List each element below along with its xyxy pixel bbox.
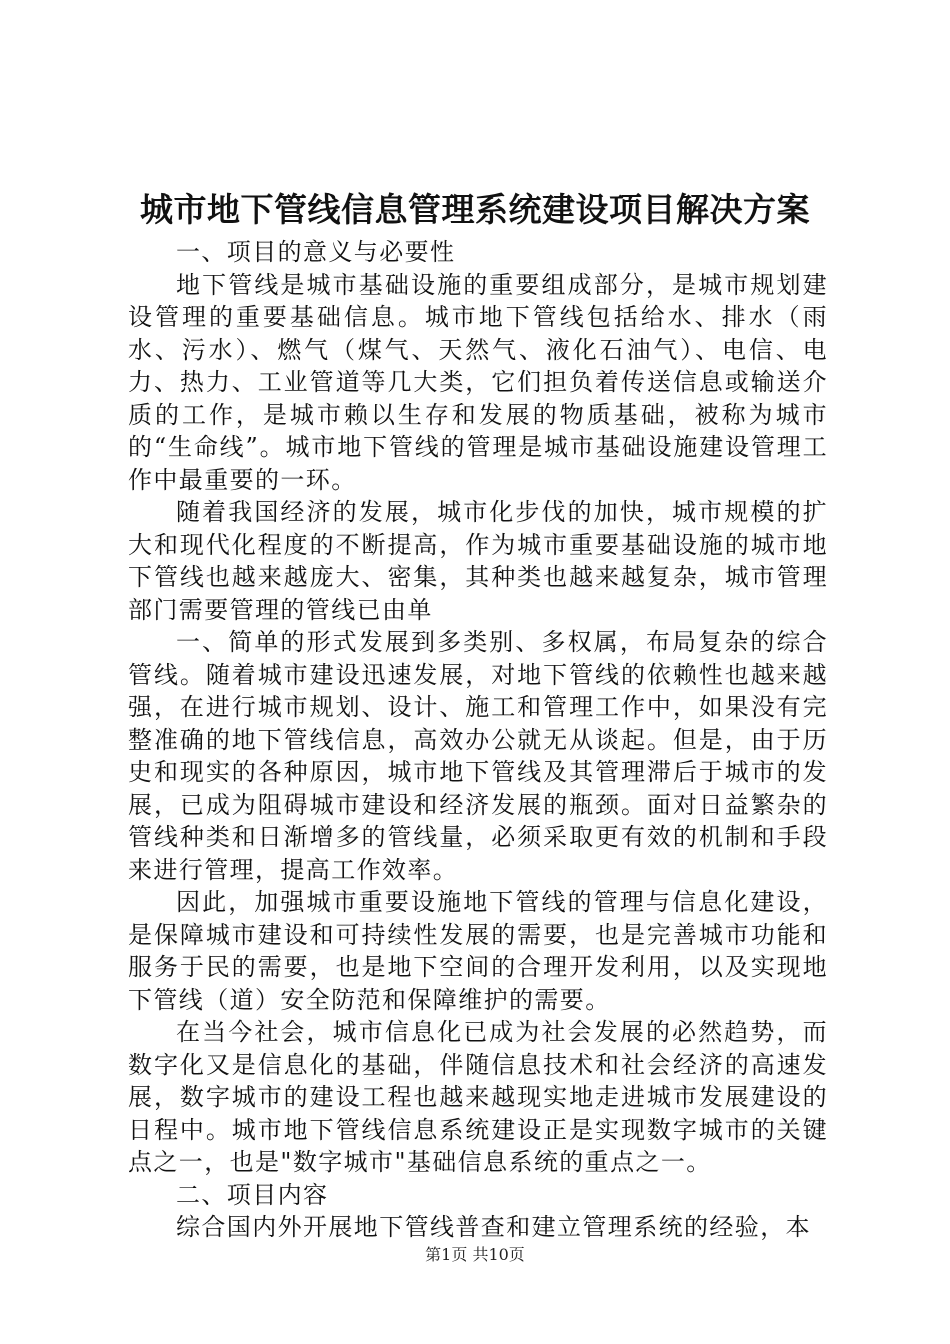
paragraph-informatization-need: 因此，加强城市重要设施地下管线的管理与信息化建设，是保障城市建设和可持续性发展的需要，也是完善城市功能和服务于民的需要，也是地下空间的合理开发利用，以及实现地下管线（道）安全防范和保障维护的需要。	[128, 888, 828, 1014]
document-body	[128, 236, 828, 1244]
paragraph-pipeline-definition: 地下管线是城市基础设施的重要组成部分，是城市规划建设管理的重要基础信息。城市地下管线包括给水、排水（雨水、污水）、燃气（煤气、天然气、液化石油气）、电信、电力、热力、工业管道等几大类，它们担负着传送信息或输送介质的工作，是城市赖以生存和发展的物质基础，被称为城市的“生命线”。城市地下管线的管理是城市基础设施建设管理工作中最重要的一环。	[128, 270, 828, 494]
paragraph-urbanization: 随着我国经济的发展，城市化步伐的加快，城市规模的扩大和现代化程度的不断提高，作为城市重要基础设施的城市地下管线也越来越庞大、密集，其种类也越来越复杂，城市管理部门需要管理的管线已由单	[128, 498, 828, 624]
paragraph-complex-pipelines: 一、简单的形式发展到多类别、多权属，布局复杂的综合管线。随着城市建设迅速发展，对地下管线的依赖性也越来越强，在进行城市规划、设计、施工和管理工作中，如果没有完整准确的地下管线信息，高效办公就无从谈起。但是，由于历史和现实的各种原因，城市地下管线及其管理滞后于城市的发展，已成为阻碍城市建设和经济发展的瓶颈。面对日益繁杂的管线种类和日渐增多的管线量，必须采取更有效的机制和手段来进行管理，提高工作效率。	[128, 628, 828, 884]
section-heading-significance: 一、项目的意义与必要性	[176, 238, 456, 266]
paragraph-digital-city: 在当今社会，城市信息化已成为社会发展的必然趋势，而数字化又是信息化的基础，伴随信息技术和社会经济的高速发展，数字城市的建设工程也越来越现实地走进城市发展建设的日程中。城市地下管线信息系统建设正是实现数字城市的关键点之一，也是"数字城市"基础信息系统的重点之一。	[128, 1018, 828, 1176]
section-heading-project-content: 二、项目内容	[176, 1180, 329, 1209]
document-title: 城市地下管线信息管理系统建设项目解决方案	[140, 190, 810, 229]
page-number-footer: 第1页 共10页	[425, 1245, 525, 1264]
paragraph-project-content: 综合国内外开展地下管线普查和建立管理系统的经验，本	[176, 1213, 811, 1241]
